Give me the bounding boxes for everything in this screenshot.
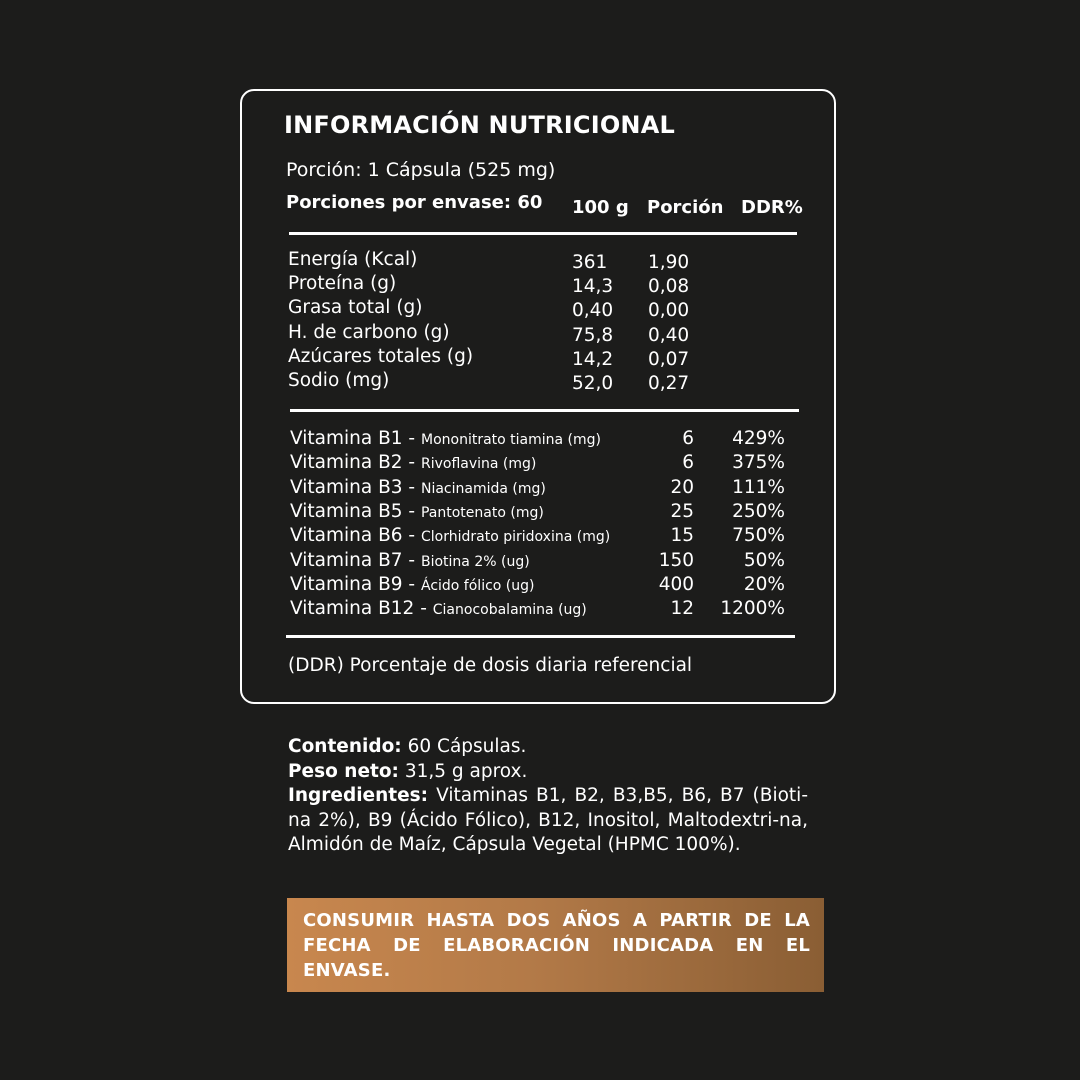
vitamin-compound: Biotina 2% (ug) (420, 553, 530, 570)
macro-per-portion: 0,00 (648, 300, 690, 322)
vitamin-amount: 150 (658, 549, 694, 571)
weight-label: Peso neto: (288, 760, 399, 782)
vitamin-name: Vitamina B2 (290, 452, 403, 474)
vitamin-compound: Niacinamida (mg) (420, 480, 546, 497)
divider-bottom (286, 635, 795, 638)
ingredients-label: Ingredientes: (288, 785, 429, 807)
macro-row (288, 346, 728, 370)
content-value: 60 Cápsulas. (401, 736, 527, 757)
vitamin-compound: Pantotenato (mg) (420, 504, 544, 521)
vitamin-name: Vitamina B12 (290, 598, 415, 620)
vitamin-amount: 25 (670, 500, 694, 522)
vitamin-amount: 6 (682, 452, 694, 474)
vitamin-row (290, 428, 790, 452)
vitamin-ddr: 50% (743, 549, 785, 571)
portion-size: Porción: 1 Cápsula (525 mg) (286, 159, 556, 181)
vitamin-ddr: 429% (732, 428, 785, 449)
vitamin-compound: Ácido fólico (ug) (420, 577, 535, 594)
vitamin-label (290, 428, 601, 449)
vitamin-separator: - (402, 428, 421, 449)
vitamin-amount: 400 (658, 573, 694, 595)
vitamin-label (290, 501, 544, 522)
vitamin-ddr: 20% (743, 573, 785, 595)
vitamin-amount: 20 (670, 476, 694, 498)
vitamin-label (290, 598, 587, 619)
vitamin-row (290, 477, 790, 501)
ingredients-line (288, 784, 808, 858)
ingredients-value: Vitaminas B1, B2, B3,B5, B6, B7 (Bioti-na 2%), B9 (Ácido Fólico), B12, Inositol, Maltodextri-na, Almidón de Maíz, Cápsula Vegetal (HPMC 100%). (288, 785, 808, 856)
content-label: Contenido: (288, 736, 402, 757)
vitamin-compound: Clorhidrato piridoxina (mg) (420, 529, 611, 546)
vitamin-label (290, 574, 534, 595)
vitamin-separator: - (402, 549, 421, 571)
panel-title: INFORMACIÓN NUTRICIONAL (284, 111, 675, 139)
expiry-warning-text: CONSUMIR HASTA DOS AÑOS A PARTIR DE LA FECHA DE ELABORACIÓN INDICADA EN EL ENVASE. (303, 910, 810, 981)
column-header-ddr: DDR% (741, 197, 803, 218)
weight-value: 31,5 g aprox. (398, 760, 528, 782)
macro-row (288, 322, 728, 346)
vitamin-amount: 12 (670, 598, 694, 620)
weight-line (288, 760, 808, 785)
divider-top (289, 232, 797, 235)
vitamin-separator: - (402, 573, 421, 595)
macro-per-portion: 0,27 (648, 373, 690, 394)
macro-per-100g: 361 (572, 252, 608, 273)
macro-per-portion: 1,90 (648, 252, 690, 273)
vitamin-name: Vitamina B6 (290, 525, 403, 547)
vitamin-ddr: 111% (732, 476, 785, 498)
macro-name: Grasa total (g) (288, 297, 423, 319)
vitamin-name: Vitamina B7 (290, 549, 403, 571)
vitamin-name: Vitamina B3 (290, 476, 403, 498)
macro-name: Sodio (mg) (288, 370, 390, 391)
macro-row (288, 370, 728, 394)
vitamin-label (290, 452, 536, 473)
product-info (288, 735, 808, 858)
vitamin-name: Vitamina B1 (290, 428, 403, 449)
vitamin-row (290, 598, 790, 622)
macro-per-100g: 14,3 (572, 276, 614, 298)
macro-per-100g: 0,40 (572, 300, 614, 322)
expiry-warning-banner (287, 898, 824, 992)
macro-per-portion: 0,40 (648, 324, 690, 346)
vitamin-amount: 15 (670, 525, 694, 547)
vitamin-label (290, 550, 530, 571)
macro-per-100g: 75,8 (572, 324, 614, 346)
macro-per-100g: 14,2 (572, 348, 614, 370)
vitamin-compound: Mononitrato tiamina (mg) (420, 432, 601, 448)
vitamin-row (290, 452, 790, 476)
vitamin-compound: Rivoflavina (mg) (420, 456, 537, 473)
servings-per-container: Porciones por envase: 60 (286, 192, 543, 213)
macro-name: Azúcares totales (g) (288, 345, 474, 367)
vitamin-name: Vitamina B5 (290, 500, 403, 522)
vitamin-ddr: 1200% (720, 598, 785, 620)
macro-per-portion: 0,08 (648, 276, 690, 298)
macro-name: Energía (Kcal) (288, 249, 418, 270)
column-header-100g: 100 g (572, 197, 629, 218)
vitamin-separator: - (414, 598, 433, 620)
vitamin-ddr: 375% (732, 452, 785, 474)
vitamin-separator: - (402, 476, 421, 498)
macro-row (288, 297, 728, 321)
column-header-portion: Porción (647, 197, 724, 218)
vitamin-label (290, 477, 546, 498)
vitamin-row (290, 550, 790, 574)
ddr-footnote: (DDR) Porcentaje de dosis diaria referencial (288, 655, 693, 676)
macro-name: Proteína (g) (288, 273, 397, 295)
vitamin-separator: - (402, 500, 421, 522)
nutrition-facts-panel (240, 89, 836, 704)
vitamin-row (290, 501, 790, 525)
macro-row (288, 273, 728, 297)
vitamin-ddr: 250% (732, 500, 785, 522)
vitamin-row (290, 525, 790, 549)
macro-name: H. de carbono (g) (288, 321, 450, 343)
vitamin-ddr: 750% (732, 525, 785, 547)
divider-middle (290, 409, 799, 412)
vitamin-compound: Cianocobalamina (ug) (432, 602, 587, 619)
vitamin-separator: - (402, 452, 421, 474)
vitamin-name: Vitamina B9 (290, 573, 403, 595)
content-line (288, 735, 808, 760)
macro-per-portion: 0,07 (648, 348, 690, 370)
vitamin-label (290, 525, 610, 546)
vitamin-amount: 6 (682, 428, 694, 449)
macro-row (288, 249, 728, 273)
vitamin-row (290, 574, 790, 598)
vitamin-separator: - (402, 525, 421, 547)
macro-per-100g: 52,0 (572, 373, 614, 394)
